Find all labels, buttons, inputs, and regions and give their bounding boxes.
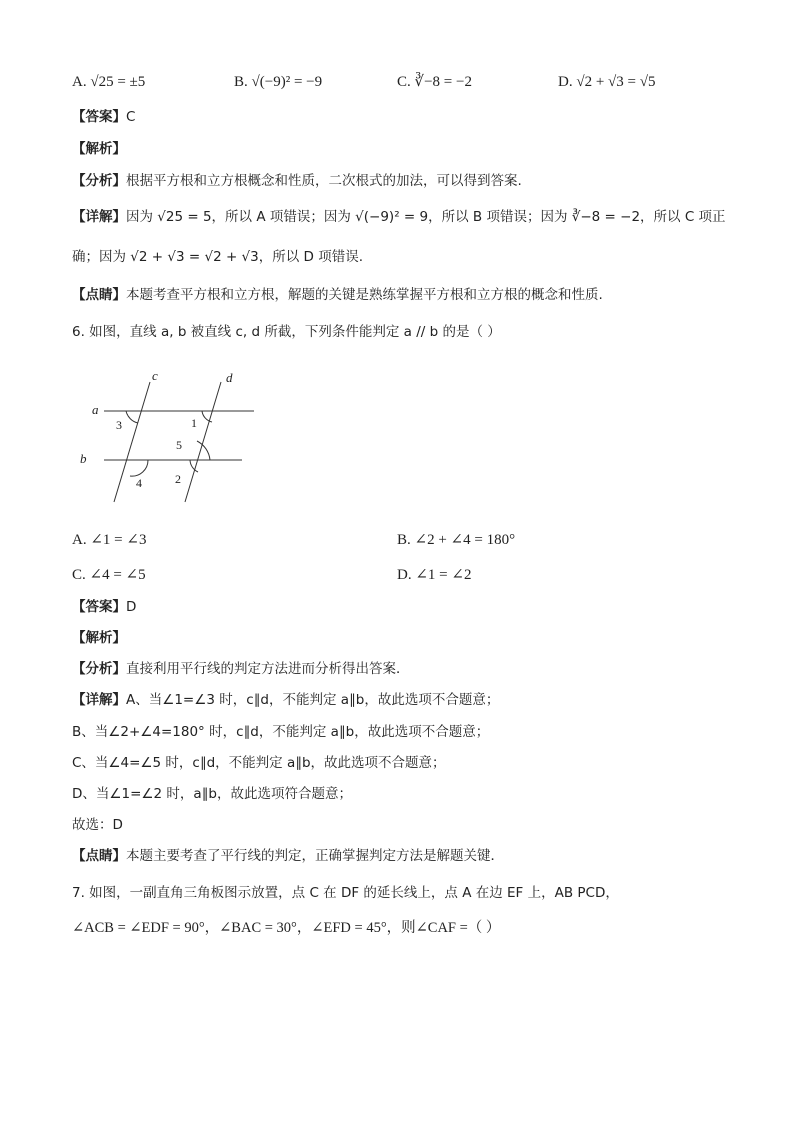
option-letter: C. (72, 567, 86, 583)
fenxi-text: 直接利用平行线的判定方法进而分析得出答案． (126, 661, 410, 677)
label-a: a (92, 402, 99, 417)
option-letter: A. (72, 74, 87, 90)
option-letter: B. (234, 74, 248, 90)
q5-option-d (558, 72, 655, 92)
q5-option-b (234, 72, 322, 92)
option-expression: √(−9)² = −9 (251, 74, 323, 90)
dianjing-text: 本题主要考查了平行线的判定，正确掌握判定方法是解题关键． (126, 848, 504, 864)
q6-answer (72, 597, 136, 617)
q6-option-a (72, 530, 146, 550)
q6-dianjing (72, 846, 504, 866)
option-expression: ∛−8 = −2 (414, 74, 472, 90)
dianjing-tag: 【点睛】 (72, 287, 126, 303)
option-expression: √2 + √3 = √5 (576, 74, 656, 90)
label-angle-4: 4 (136, 476, 142, 490)
q6-xiangjie-d: D、当∠1=∠2 时，a∥b，故此选项符合题意； (72, 786, 352, 802)
xiangjie-text: A、当∠1=∠3 时，c∥d，不能判定 a∥b，故此选项不合题意； (126, 692, 500, 708)
option-expression: ∠1 = ∠3 (90, 532, 147, 548)
label-angle-2: 2 (175, 472, 181, 486)
q6-xiangjie-a (72, 690, 499, 710)
q6-figure (78, 366, 258, 506)
q5-option-c (397, 72, 472, 92)
label-d: d (226, 370, 233, 385)
q6-option-b (397, 530, 515, 550)
q6-stem: 6. 如图，直线 a, b 被直线 c, d 所截，下列条件能判定 a // b 的是（ ） (72, 324, 501, 340)
q6-xiangjie-b: B、当∠2+∠4=180° 时，c∥d，不能判定 a∥b，故此选项不合题意； (72, 724, 490, 740)
line-d (185, 382, 221, 502)
option-expression: ∠2 + ∠4 = 180° (414, 532, 516, 548)
dianjing-text: 本题考查平方根和立方根，解题的关键是熟练掌握平方根和立方根的概念和性质. (126, 287, 603, 303)
option-expression: √25 = ±5 (90, 74, 146, 90)
fenxi-tag: 【分析】 (72, 661, 126, 677)
answer-tag: 【答案】 (72, 109, 126, 125)
option-expression: ∠1 = ∠2 (415, 567, 472, 583)
q6-xiangjie-c: C、当∠4=∠5 时，c∥d，不能判定 a∥b，故此选项不合题意； (72, 755, 446, 771)
q5-xiangjie-line2: 确；因为 √2 + √3 = √2 + √3，所以 D 项错误. (72, 249, 364, 265)
label-c: c (152, 368, 158, 383)
angle-3-arc (126, 411, 138, 423)
option-letter: D. (558, 74, 573, 90)
q6-option-d (397, 565, 471, 585)
q5-jiexi-heading: 【解析】 (72, 141, 126, 157)
q7-stem-line2: ∠ACB = ∠EDF = 90°，∠BAC = 30°，∠EFD = 45°，则∠CAF =（ ） (72, 920, 501, 936)
q7-stem-line1: 7. 如图，一副直角三角板图示放置，点 C 在 DF 的延长线上，点 A 在边 EF 上，AB PCD， (72, 885, 619, 901)
xiangjie-tag: 【详解】 (72, 692, 126, 708)
dianjing-tag: 【点睛】 (72, 848, 126, 864)
fenxi-text: 根据平方根和立方根概念和性质，二次根式的加法，可以得到答案. (126, 173, 522, 189)
q5-fenxi (72, 171, 522, 191)
q6-fenxi (72, 659, 410, 679)
answer-tag: 【答案】 (72, 599, 126, 615)
q5-dianjing (72, 285, 603, 305)
q6-option-c (72, 565, 146, 585)
q6-jiexi-heading: 【解析】 (72, 630, 126, 646)
q5-answer (72, 107, 135, 127)
label-angle-3: 3 (116, 418, 122, 432)
answer-value: C (126, 109, 136, 125)
q5-xiangjie-line1 (72, 207, 726, 227)
option-letter: C. (397, 74, 411, 90)
xiangjie-text: 因为 √25 = 5，所以 A 项错误；因为 √(−9)² = 9，所以 B 项错误；因为 ∛−8 = −2，所以 C 项正 (126, 209, 726, 225)
angle-4-arc (130, 460, 148, 476)
option-letter: B. (397, 532, 411, 548)
option-letter: D. (397, 567, 412, 583)
label-angle-5: 5 (176, 438, 182, 452)
xiangjie-tag: 【详解】 (72, 209, 126, 225)
option-letter: A. (72, 532, 87, 548)
option-expression: ∠4 = ∠5 (89, 567, 146, 583)
label-angle-1: 1 (191, 416, 197, 430)
q6-guxuan: 故选：D (72, 817, 123, 833)
line-c (114, 382, 150, 502)
q5-option-a (72, 72, 145, 92)
fenxi-tag: 【分析】 (72, 173, 126, 189)
answer-value: D (126, 599, 137, 615)
label-b: b (80, 451, 87, 466)
